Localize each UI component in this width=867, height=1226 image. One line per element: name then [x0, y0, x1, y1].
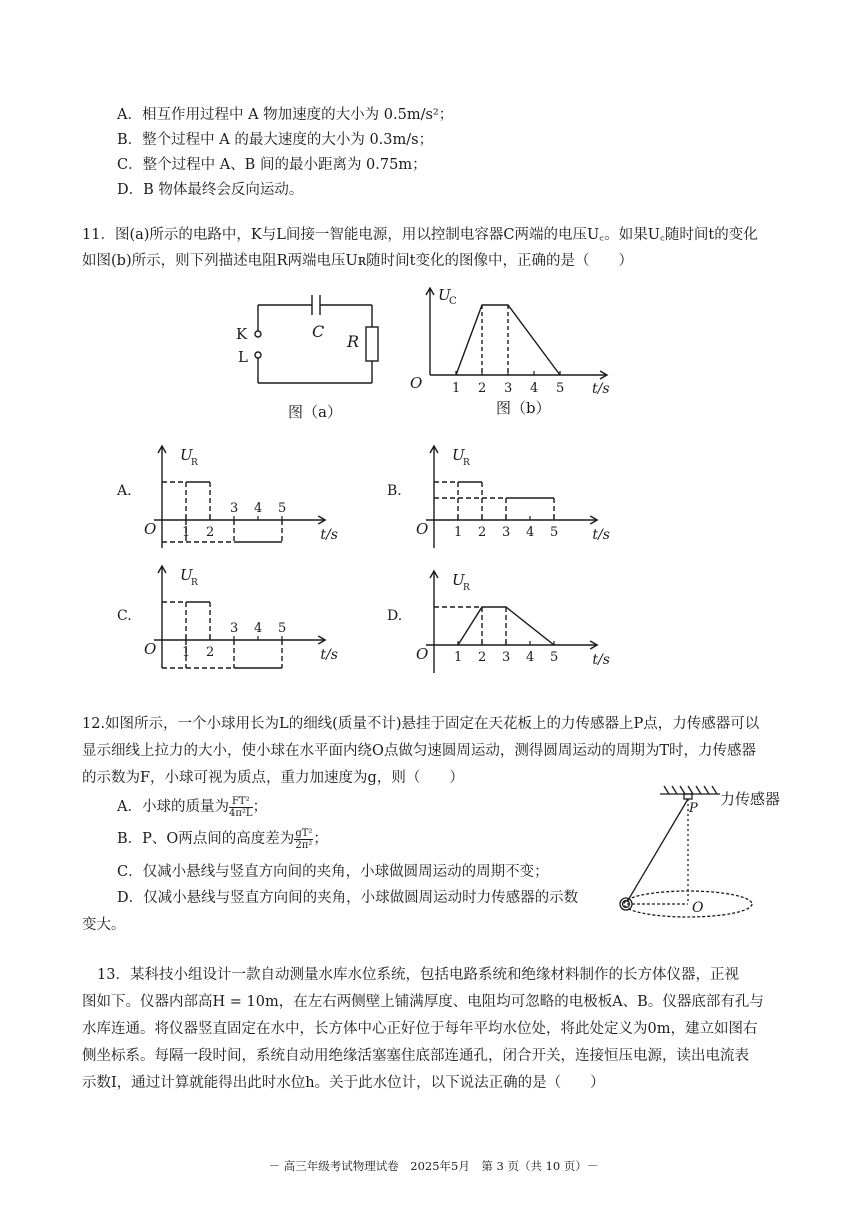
choice-origin: O [416, 520, 429, 538]
q13-stem-line1: 13．某科技小组设计一款自动测量水库水位系统，包括电路系统和绝缘材料制作的长方体仪器，正视 [97, 967, 739, 983]
q12-option-b: B．P、O两点间的高度差为 $\frac{\text{gT²}}{\text{2π²}}$ ； [117, 827, 328, 851]
choice-tick-label: 5 [550, 650, 559, 665]
fig-b-tick-label: 5 [556, 381, 565, 396]
circuit-figure-a [230, 285, 400, 425]
uc-graph-figure-b [402, 278, 617, 423]
terminal-l-label: L [238, 348, 248, 366]
fig-b-origin: O [410, 374, 423, 392]
fig-b-ylabel: U [438, 286, 451, 304]
choice-tick-label: 1 [182, 645, 191, 660]
choice-tick-label: 4 [526, 650, 535, 665]
choice-tick-label: 3 [230, 501, 239, 516]
fig-b-tick-label: 3 [504, 381, 513, 396]
choice-tick-label: 1 [454, 525, 463, 540]
fig-b-tick-label: 4 [530, 381, 539, 396]
choice-ylabel: U [452, 571, 465, 589]
q12-stem-line1: 12.如图所示，一个小球用长为L的细线(质量不计)悬挂于固定在天花板上的力传感器上P点，力传感器可以 [82, 716, 760, 732]
choice-c-graph [140, 560, 340, 680]
choice-ylabel: U [180, 446, 193, 464]
q12-option-d-line2: 变大。 [82, 917, 126, 933]
choice-tick-label: 5 [278, 501, 287, 516]
fig-b-tick-label: 2 [478, 381, 487, 396]
figure-a-caption: 图（a） [288, 403, 342, 421]
choice-tick-label: 4 [254, 621, 263, 636]
choice-xunit: t/s [592, 527, 610, 543]
choice-ysub: R [463, 583, 470, 593]
q12-option-a-fraction: $\frac{\text{FT²}}{\text{4π²L}}$ [228, 795, 253, 819]
choice-xunit: t/s [320, 527, 338, 543]
choice-tick-label: 2 [478, 650, 487, 665]
choice-d-letter: D. [387, 608, 403, 624]
choice-xunit: t/s [592, 652, 610, 668]
q13-stem-line4: 侧坐标系。每隔一段时间，系统自动用绝缘活塞塞住底部连通孔，闭合开关，连接恒压电源，读出电流表 [82, 1048, 749, 1064]
choice-tick-label: 2 [206, 525, 215, 540]
choice-d-graph [412, 565, 612, 680]
capacitor-label: C [312, 322, 325, 341]
choice-b-graph [412, 440, 612, 555]
q12-option-b-fraction: $\frac{\text{gT²}}{\text{2π²}}$ [295, 827, 313, 851]
q10-option-d: D．B 物体最终会反向运动。 [117, 182, 304, 198]
choice-tick-label: 2 [478, 525, 487, 540]
choice-xunit: t/s [320, 647, 338, 663]
q12-option-a: A．小球的质量为 $\frac{\text{FT²}}{\text{4π²L}}$ ； [117, 795, 268, 819]
choice-tick-label: 3 [502, 650, 511, 665]
page-footer: － 高三年级考试物理试卷 2025年5月 第 3 页（共 10 页）－ [268, 1159, 599, 1173]
choice-tick-label: 2 [206, 645, 215, 660]
choice-c-dash-a [162, 602, 186, 640]
choice-ysub: R [191, 458, 198, 468]
force-sensor-label: 力传感器 [720, 790, 781, 808]
figure-b-caption: 图（b） [496, 399, 551, 417]
choice-a-graph [140, 440, 340, 555]
choice-tick-label: 3 [230, 621, 239, 636]
choice-ysub: R [463, 458, 470, 468]
point-o-label: O [692, 900, 704, 916]
q10-option-b: B．整个过程中 A 的最大速度的大小为 0.3m/s； [117, 132, 434, 148]
choice-c-letter: C. [117, 608, 132, 624]
choice-tick-label: 5 [550, 525, 559, 540]
q11-stem-line1: 11．图(a)所示的电路中，K与L间接一智能电源，用以控制电容器C两端的电压U꜀。如果U꜀随时间t的变化 [82, 227, 758, 243]
q12-stem-line3: 的示数为F，小球可视为质点，重力加速度为g，则（ ） [82, 770, 464, 786]
choice-tick-label: 3 [502, 525, 511, 540]
choice-tick-label: 1 [454, 650, 463, 665]
choice-origin: O [416, 645, 429, 663]
q13-stem-line2: 图如下。仪器内部高H = 10m，在左右两侧壁上铺满厚度、电阻均可忽略的电极板A、B。仪器底部有孔与 [82, 994, 764, 1010]
resistor-label: R [347, 332, 360, 351]
fig-b-xunit: t/s [592, 381, 610, 397]
q12-option-c: C．仅减小悬线与竖直方向间的夹角，小球做圆周运动的周期不变； [117, 864, 549, 880]
q10-option-c: C．整个过程中 A、B 间的最小距离为 0.75m； [117, 157, 427, 173]
choice-tick-label: 5 [278, 621, 287, 636]
choice-ysub: R [191, 578, 198, 588]
fig-b-tick-label: 1 [452, 381, 461, 396]
choice-ylabel: U [452, 446, 465, 464]
terminal-k-label: K [236, 325, 248, 343]
choice-origin: O [144, 640, 157, 658]
choice-b-letter: B. [387, 483, 402, 499]
choice-tick-label: 4 [254, 501, 263, 516]
choice-a-dash-a [162, 482, 186, 520]
choice-origin: O [144, 520, 157, 538]
q10-option-a: A．相互作用过程中 A 物加速度的大小为 0.5m/s²； [117, 107, 454, 123]
point-p-label: P [689, 801, 698, 816]
q12-stem-line2: 显示细线上拉力的大小，使小球在水平面内绕O点做匀速圆周运动，测得圆周运动的周期为T时，力传感器 [82, 743, 757, 759]
fig-b-ysub: C [449, 296, 457, 307]
choice-ylabel: U [180, 566, 193, 584]
choice-tick-label: 4 [526, 525, 535, 540]
choice-a-letter: A. [117, 483, 132, 499]
conical-pendulum-figure [612, 782, 812, 927]
choice-tick-label: 1 [182, 525, 191, 540]
q13-stem-line5: 示数I，通过计算就能得出此时水位h。关于此水位计，以下说法正确的是（ ） [82, 1075, 605, 1091]
q12-option-d-line1: D．仅减小悬线与竖直方向间的夹角，小球做圆周运动时力传感器的示数 [117, 890, 579, 906]
q11-stem-line2: 如图(b)所示，则下列描述电阻R两端电压Uʀ随时间t变化的图像中，正确的是（ ） [82, 253, 633, 269]
q13-stem-line3: 水库连通。将仪器竖直固定在水中，长方体中心正好位于每年平均水位处，将此处定义为0m，建立如图右 [82, 1021, 758, 1037]
